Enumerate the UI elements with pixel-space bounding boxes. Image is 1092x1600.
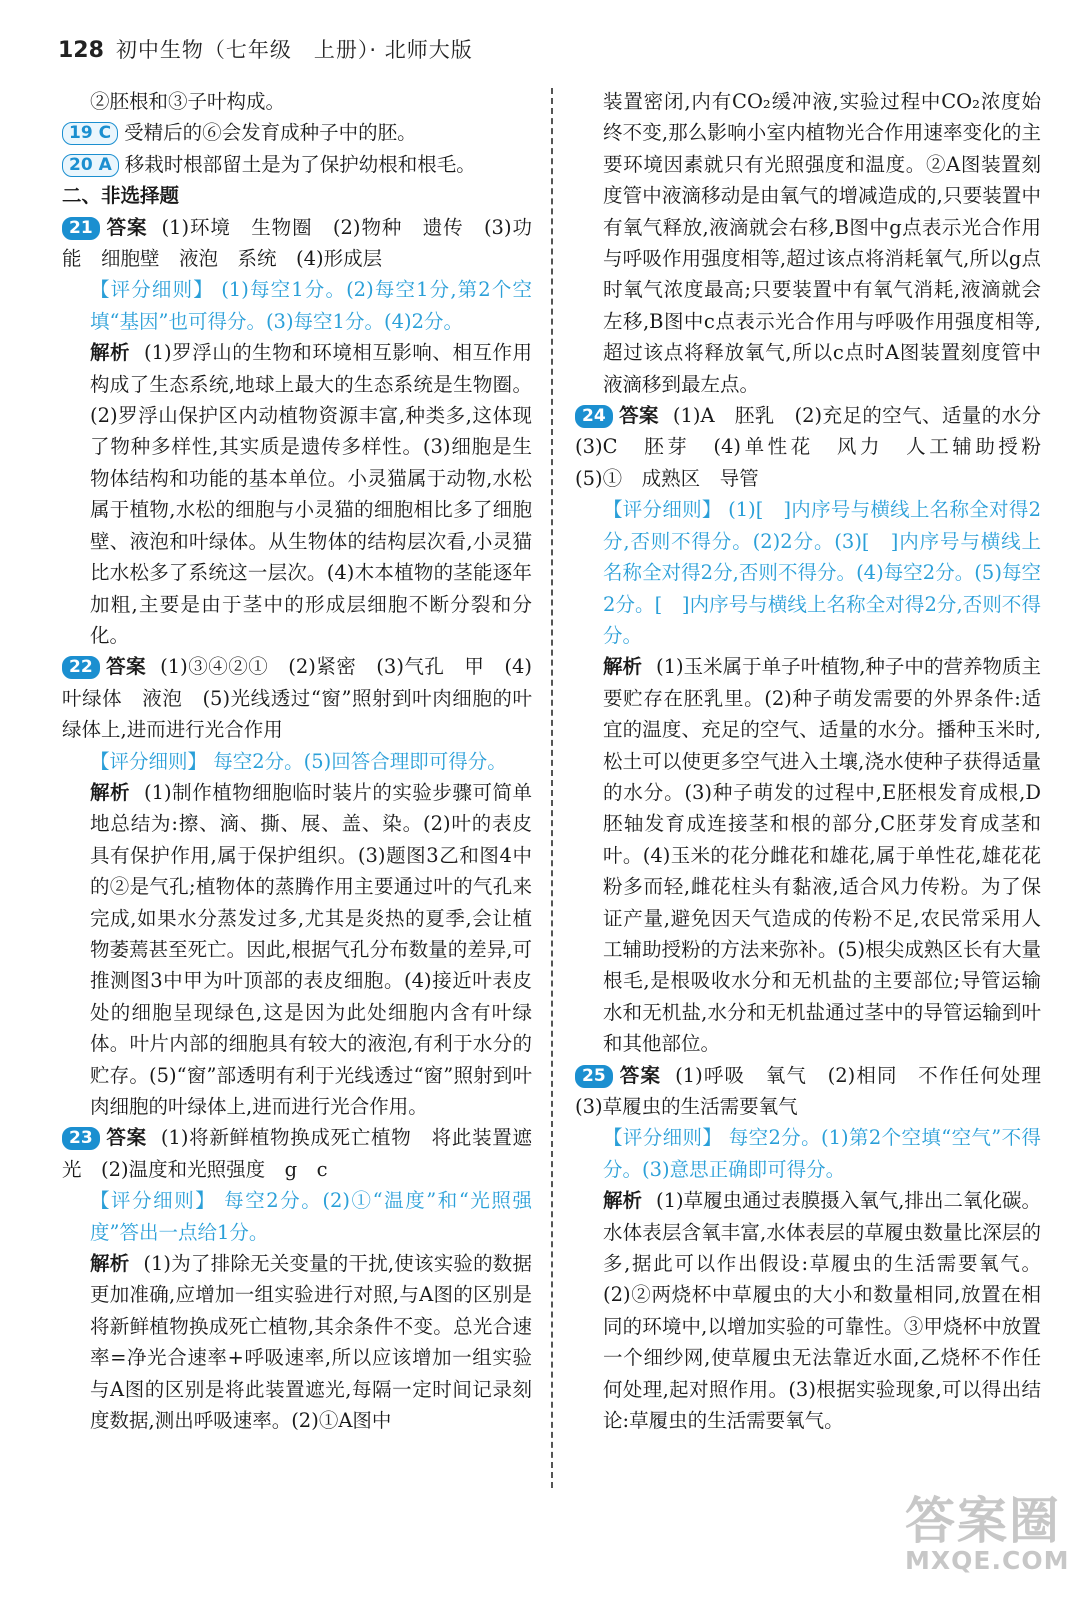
q21-rubric-text: (1)每空1分。(2)每空1分,第2个空填“基因”也可得分。(3)每空1分。(4)2分。 xyxy=(90,278,532,333)
watermark-en: MXQE.COM xyxy=(905,1546,1070,1575)
q25-analysis xyxy=(575,1185,1041,1436)
page-header xyxy=(58,34,473,70)
watermark-logo xyxy=(905,1492,1070,1575)
rubric-label: 【评分细则】 xyxy=(90,1189,217,1213)
q24-answer xyxy=(575,400,1061,494)
q22-rubric xyxy=(62,746,532,777)
analysis-label: 解析 xyxy=(90,1252,130,1276)
q25-answer xyxy=(575,1060,1061,1123)
answer-label: 答案 xyxy=(105,655,147,679)
q25-answer-text: (1)呼吸 氧气 (2)相同 不作任何处理 (3)草履虫的生活需要氧气 xyxy=(575,1063,1061,1118)
q22-answer xyxy=(62,651,532,745)
q22-badge: 22 xyxy=(62,656,100,679)
q24-answer-text: (1)A 胚乳 (2)充足的空气、适量的水分 (3)C 胚芽 (4)单性花 风力 人工辅助授粉 (5)① 成熟区 导管 xyxy=(575,404,1061,490)
rubric-label: 【评分细则】 xyxy=(90,749,208,773)
analysis-label: 解析 xyxy=(603,655,643,679)
q23-answer-text: (1)将新鲜植物换成死亡植物 将此装置遮光 (2)温度和光照强度 g c xyxy=(62,1126,532,1181)
q21-answer xyxy=(62,212,532,275)
book-title: 初中生物（七年级 上册）· 北师大版 xyxy=(115,38,473,62)
q22-analysis-text: (1)制作植物细胞临时装片的实验步骤可简单地总结为:擦、滴、撕、展、盖、染。(2)叶的表皮具有保护作用,属于保护组织。(3)题图3乙和图4中的②是气孔;植物体的蒸腾作用主要通过叶的气孔来完成,如果水分蒸发过多,尤其是炎热的夏季,会让植物萎蔫甚至死亡。因此,根据气孔分布数量的差异,可推测图3中甲为叶顶部的表皮细胞。(4)接近叶表皮处的细胞呈现绿色,这是因为此处细胞内含有叶绿体。叶片内部的细胞具有较大的液泡,有利于水分的贮存。(5)“窗”部透明有利于光线透过“窗”照射到叶肉细胞的叶绿体上,进而进行光合作用。 xyxy=(90,780,532,1118)
left-column xyxy=(62,86,532,1436)
answer-label: 答案 xyxy=(105,1126,147,1150)
column-divider xyxy=(551,88,553,1488)
q19-text: 受精后的⑥会发育成种子中的胚。 xyxy=(124,121,417,145)
q23-analysis-text: (1)为了排除无关变量的干扰,使该实验的数据更加准确,应增加一组实验进行对照,与A图的区别是将新鲜植物换成死亡植物,其余条件不变。总光合速率=净光合速率+呼吸速率,所以应该增加一组实验与A图的区别是将此装置遮光,每隔一定时间记录刻度数据,测出呼吸速率。(2)①A图中 xyxy=(90,1252,532,1433)
answer-label: 答案 xyxy=(618,1063,662,1087)
q24-analysis xyxy=(575,651,1041,1059)
q23-analysis-continued: 装置密闭,内有CO₂缓冲液,实验过程中CO₂浓度始终不变,那么影响小室内植物光合作用速率变化的主要环境因素就只有光照强度和温度。②A图装置刻度管中液滴移动是由氧气的增减造成的,只要装置中有氧气释放,液滴就会右移,B图中g点表示光合作用与呼吸作用强度相等,超过该点将消耗氧气,所以g点时氧气浓度最高;只要装置中有氧气消耗,液滴就会左移,B图中c点表示光合作用与呼吸作用强度相等,超过该点将释放氧气,所以c点时A图装置刻度管中液滴移到最左点。 xyxy=(603,90,1041,396)
q25-rubric-text: 每空2分。(1)第2个空填“空气”不得分。(3)意思正确即可得分。 xyxy=(603,1126,1042,1181)
q25-analysis-text: (1)草履虫通过表膜摄入氧气,排出二氧化碳。水体表层含氧丰富,水体表层的草履虫数量比深层的多,据此可以作出假设:草履虫的生活需要氧气。(2)②两烧杯中草履虫的大小和数量相同,放置在相同的环境中,以增加实验的可靠性。③甲烧杯中放置一个细纱网,使草履虫无法靠近水面,乙烧杯不作任何处理,起对照作用。(3)根据实验现象,可以得出结论:草履虫的生活需要氧气。 xyxy=(603,1189,1041,1433)
q21-badge: 21 xyxy=(62,217,100,240)
analysis-label: 解析 xyxy=(90,341,131,365)
question-19 xyxy=(62,117,532,148)
analysis-label: 解析 xyxy=(603,1189,643,1213)
q18-continuation: ②胚根和③子叶构成。 xyxy=(90,90,286,113)
q20-text: 移栽时根部留土是为了保护幼根和根毛。 xyxy=(124,152,476,176)
q25-rubric xyxy=(575,1122,1041,1185)
q19-badge: 19 C xyxy=(62,122,118,145)
rubric-label: 【评分细则】 xyxy=(603,498,722,522)
analysis-label: 解析 xyxy=(90,780,131,804)
q21-analysis-text: (1)罗浮山的生物和环境相互影响、相互作用构成了生态系统,地球上最大的生态系统是生物圈。(2)罗浮山保护区内动植物资源丰富,种类多,这体现了物种多样性,其实质是遗传多样性。(3)细胞是生物体结构和功能的基本单位。小灵猫属于动物,水松属于植物,水松的细胞与小灵猫的细胞相比多了细胞壁、液泡和叶绿体。从生物体的结构层次看,小灵猫比水松多了系统这一层次。(4)木本植物的茎能逐年加粗,主要是由于茎中的形成层细胞不断分裂和分化。 xyxy=(90,341,532,647)
question-20 xyxy=(62,149,532,180)
q25-badge: 25 xyxy=(575,1065,613,1088)
q24-rubric-text: (1)[ ]内序号与横线上名称全对得2分,否则不得分。(2)2分。(3)[ ]内序号与横线上名称全对得2分,否则不得分。(4)每空2分。(5)每空2分。[ ]内序号与横线上名称全对得2分,否则不得分。 xyxy=(603,498,1041,647)
q21-analysis xyxy=(62,337,532,651)
q23-rubric xyxy=(62,1185,532,1248)
rubric-label: 【评分细则】 xyxy=(603,1126,723,1150)
answer-label: 答案 xyxy=(105,215,148,239)
q22-rubric-text: 每空2分。(5)回答合理即可得分。 xyxy=(213,749,507,773)
q24-analysis-text: (1)玉米属于单子叶植物,种子中的营养物质主要贮存在胚乳里。(2)种子萌发需要的外界条件:适宜的温度、充足的空气、适量的水分。播种玉米时,松土可以使更多空气进入土壤,浇水使种子获得适量的水分。(3)种子萌发的过程中,E胚根发育成根,D胚轴发育成连接茎和根的部分,C胚芽发育成茎和叶。(4)玉米的花分雌花和雄花,属于单性花,雄花花粉多而轻,雌花柱头有黏液,适合风力传粉。为了保证产量,避免因天气造成的传粉不足,农民常采用人工辅助授粉的方法来弥补。(5)根尖成熟区长有大量根毛,是根吸收水分和无机盐的主要部位;导管运输水和无机盐,水分和无机盐通过茎中的导管运输到叶和其他部位。 xyxy=(603,655,1041,1056)
page-number: 128 xyxy=(58,38,104,63)
right-column xyxy=(575,86,1061,1436)
q22-analysis xyxy=(62,777,532,1122)
q23-rubric-text: 每空2分。(2)①“温度”和“光照强度”答出一点给1分。 xyxy=(90,1189,532,1244)
watermark-cn: 答案圈 xyxy=(905,1492,1061,1550)
q22-answer-text: (1)③④②① (2)紧密 (3)气孔 甲 (4)叶绿体 液泡 (5)光线透过“窗”照射到叶肉细胞的叶绿体上,进而进行光合作用 xyxy=(62,655,532,742)
q24-rubric xyxy=(575,494,1041,651)
q23-answer xyxy=(62,1122,532,1185)
section-heading: 二、非选择题 xyxy=(62,184,180,208)
q23-badge: 23 xyxy=(62,1127,100,1150)
q21-rubric xyxy=(62,274,532,337)
q20-badge: 20 A xyxy=(62,154,119,177)
q23-analysis xyxy=(62,1248,532,1436)
q21-answer-text: (1)环境 生物圈 (2)物种 遗传 (3)功能 细胞壁 液泡 系统 (4)形成层 xyxy=(62,215,532,271)
rubric-label: 【评分细则】 xyxy=(90,278,214,302)
q24-badge: 24 xyxy=(575,405,613,428)
answer-label: 答案 xyxy=(618,404,659,428)
